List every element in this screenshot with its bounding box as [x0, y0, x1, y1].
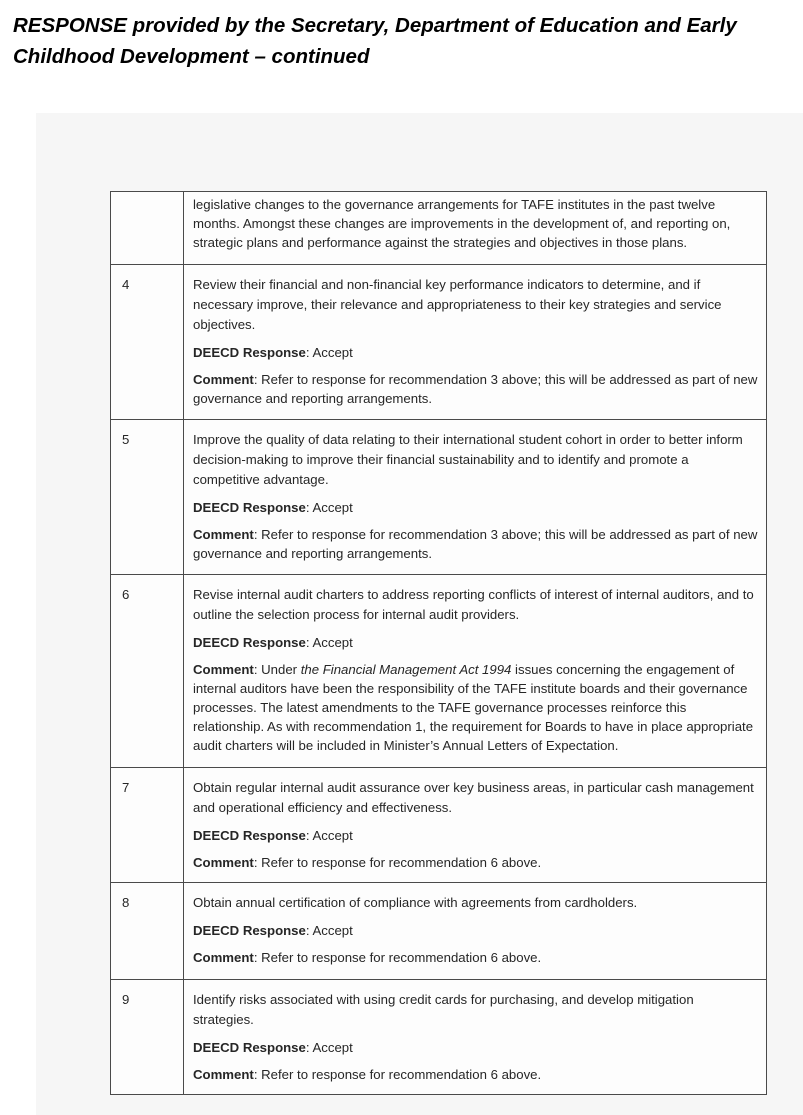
table-row: [111, 883, 767, 980]
comment-label: Comment: [193, 527, 254, 542]
comment-label: Comment: [193, 855, 254, 870]
recommendation-number: 8: [111, 883, 184, 980]
heading-line-1: RESPONSE provided by the Secretary, Department of Education and Early: [13, 14, 737, 37]
recommendation-cell: [184, 420, 767, 575]
comment: [193, 660, 758, 755]
heading-line-2: Childhood Development – continued: [13, 45, 370, 68]
response-label: DEECD Response: [193, 635, 306, 650]
comment: [193, 525, 758, 563]
table-row: [111, 265, 767, 420]
response-value: : Accept: [305, 828, 353, 843]
deecd-response: [193, 921, 758, 940]
response-value: : Accept: [305, 500, 353, 515]
response-label: DEECD Response: [193, 1040, 306, 1055]
recommendation-number: 4: [111, 265, 184, 420]
recommendation-cell: [184, 575, 767, 768]
recommendation-text: Obtain annual certification of compliance with agreements from cardholders.: [193, 895, 638, 910]
comment-text: : Refer to response for recommendation 6 above.: [253, 855, 542, 870]
comment-label: Comment: [193, 662, 254, 677]
response-label: DEECD Response: [193, 345, 306, 360]
act-title: the Financial Management Act 1994: [300, 662, 512, 677]
page-heading: [13, 10, 793, 72]
comment: [193, 948, 758, 967]
response-label: DEECD Response: [193, 923, 306, 938]
continuation-text: legislative changes to the governance arrangements for TAFE institutes in the past twelve months. Amongst these changes are improvements in the development of, and reporting on, strategic plans and performance against the strategies and objectives in those plans.: [193, 197, 731, 250]
comment-text: : Refer to response for recommendation 3 above; this will be addressed as part of new governance and reporting arrangements.: [193, 372, 758, 406]
comment: [193, 370, 758, 408]
response-value: : Accept: [305, 635, 353, 650]
comment-text: : Refer to response for recommendation 3 above; this will be addressed as part of new governance and reporting arrangements.: [193, 527, 758, 561]
recommendation-number: 9: [111, 980, 184, 1095]
recommendation-cell: [184, 980, 767, 1095]
recommendation-text: Revise internal audit charters to address reporting conflicts of interest of internal auditors, and to outline the selection process for internal audit providers.: [193, 587, 754, 622]
recommendation-text: Improve the quality of data relating to their international student cohort in order to better inform decision-making to improve their financial sustainability and to identify and promote a competitive advantage.: [193, 432, 743, 487]
comment-prefix: : Under: [253, 662, 301, 677]
comment-text: : Refer to response for recommendation 6 above.: [253, 1067, 542, 1082]
response-value: : Accept: [305, 923, 353, 938]
recommendation-text: Obtain regular internal audit assurance over key business areas, in particular cash management and operational efficiency and effectiveness.: [193, 780, 754, 815]
number-cell-empty: [111, 192, 184, 265]
comment: [193, 853, 758, 872]
deecd-response: [193, 633, 758, 652]
comment: [193, 1065, 758, 1084]
table-row: [111, 768, 767, 883]
deecd-response: [193, 498, 758, 517]
table-row-continuation: [111, 192, 767, 265]
deecd-response: [193, 1038, 758, 1057]
recommendations-table: [110, 191, 767, 1095]
recommendation-text: Review their financial and non-financial key performance indicators to determine, and if necessary improve, their relevance and appropriateness to their key strategies and service objectives.: [193, 277, 722, 332]
recommendation-number: 7: [111, 768, 184, 883]
recommendation-text: Identify risks associated with using credit cards for purchasing, and develop mitigation strategies.: [193, 992, 694, 1027]
table-row: [111, 575, 767, 768]
comment-label: Comment: [193, 1067, 254, 1082]
response-value: : Accept: [305, 345, 353, 360]
recommendation-number: 6: [111, 575, 184, 768]
recommendation-cell: [184, 265, 767, 420]
response-label: DEECD Response: [193, 500, 306, 515]
table-row: [111, 980, 767, 1095]
comment-text: issues concerning the engagement of internal auditors have been the responsibility of the TAFE institute boards and their governance processes. The latest amendments to the TAFE governance processes reinforce this relationship. As with recommendation 1, the requirement for Boards to have in place appropriate audit charters will be included in Minister’s Annual Letters of Expectation.: [193, 662, 754, 753]
comment-label: Comment: [193, 372, 254, 387]
response-label: DEECD Response: [193, 828, 306, 843]
comment-label: Comment: [193, 950, 254, 965]
recommendation-number: 5: [111, 420, 184, 575]
recommendation-cell: [184, 192, 767, 265]
recommendation-cell: [184, 883, 767, 980]
response-value: : Accept: [305, 1040, 353, 1055]
deecd-response: [193, 343, 758, 362]
recommendation-cell: [184, 768, 767, 883]
comment-text: : Refer to response for recommendation 6 above.: [253, 950, 542, 965]
table-row: [111, 420, 767, 575]
deecd-response: [193, 826, 758, 845]
